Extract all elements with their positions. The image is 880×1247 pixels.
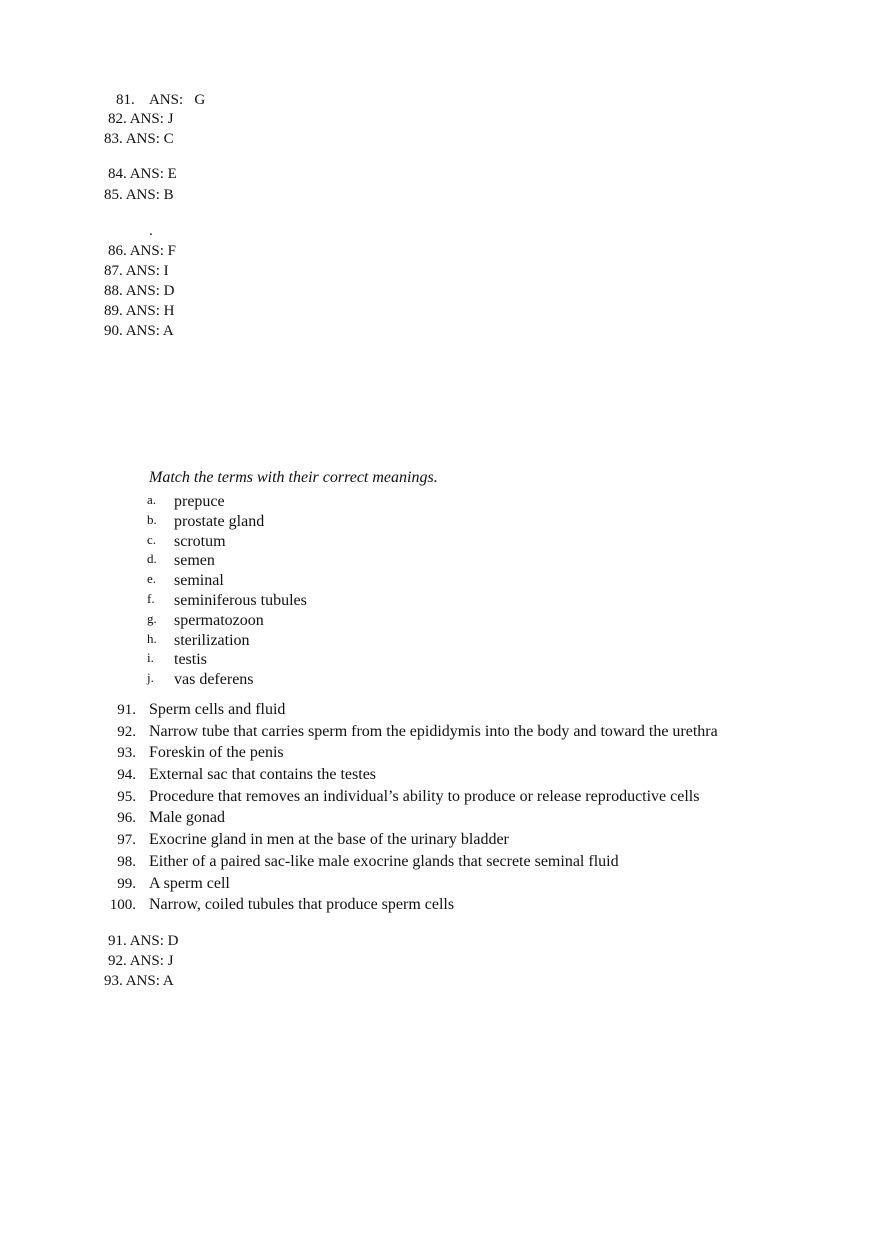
question-item xyxy=(100,786,718,808)
question-item xyxy=(100,807,718,829)
question-text: Male gonad xyxy=(149,809,225,827)
choice-term: vas deferens xyxy=(174,671,254,689)
question-item xyxy=(100,851,718,873)
question-number: 91. xyxy=(117,702,136,718)
answer-label: ANS: xyxy=(129,953,164,969)
question-text: External sac that contains the testes xyxy=(149,766,377,784)
choice-letter: h. xyxy=(147,630,157,646)
question-number: 100. xyxy=(109,897,136,914)
term-choice xyxy=(147,668,307,688)
question-text: Either of a paired sac-like male exocrine glands that secrete seminal fluid xyxy=(149,852,619,870)
term-choice xyxy=(147,629,307,649)
answer-line-85 xyxy=(104,186,174,204)
term-choice-list xyxy=(147,490,307,688)
question-item xyxy=(100,764,718,786)
choice-term: semen xyxy=(174,552,215,570)
answer-number: 93. xyxy=(104,973,123,989)
choice-letter: c. xyxy=(147,531,157,547)
choice-term: spermatozoon xyxy=(174,611,264,629)
question-item xyxy=(100,894,718,916)
answer-value: H xyxy=(163,303,175,319)
answer-value: F xyxy=(167,243,176,259)
choice-term: prepuce xyxy=(174,493,225,510)
answer-line-83 xyxy=(104,130,174,148)
answer-value: I xyxy=(163,263,169,279)
choice-letter: b. xyxy=(147,511,157,527)
answer-line-82 xyxy=(108,110,173,128)
answer-line-91 xyxy=(108,932,178,950)
answer-number: 89. xyxy=(104,303,123,319)
term-choice xyxy=(147,549,307,569)
choice-term: scrotum xyxy=(174,532,226,550)
answer-line-93 xyxy=(104,972,174,990)
question-number: 98. xyxy=(117,853,136,870)
answer-line-84 xyxy=(108,165,177,183)
matching-instructions: Match the terms with their correct meanings. xyxy=(149,469,438,486)
term-choice xyxy=(147,609,307,629)
choice-letter: a. xyxy=(147,492,157,507)
question-number: 95. xyxy=(117,788,136,805)
answer-number: 90. xyxy=(104,323,123,339)
answer-label: ANS: xyxy=(125,973,160,989)
choice-term: seminal xyxy=(174,572,224,590)
choice-letter: f. xyxy=(147,590,155,606)
answer-value: E xyxy=(167,166,177,182)
answer-label: ANS: xyxy=(129,243,164,259)
choice-letter: d. xyxy=(147,551,157,567)
answer-value: A xyxy=(162,973,174,989)
answer-line-88 xyxy=(104,282,174,300)
answer-value: C xyxy=(163,131,174,147)
answer-value: A xyxy=(162,323,174,339)
answer-number: 91. xyxy=(108,933,127,949)
question-text: Narrow, coiled tubules that produce sperm cells xyxy=(149,896,455,914)
answer-label: ANS: xyxy=(129,111,164,127)
answer-value: D xyxy=(167,933,179,949)
question-item xyxy=(100,742,718,764)
answer-line-87 xyxy=(104,262,169,280)
answer-label: ANS: xyxy=(125,303,160,319)
choice-letter: e. xyxy=(147,571,157,587)
question-number: 92. xyxy=(117,723,136,740)
choice-letter: j. xyxy=(147,670,154,686)
term-choice xyxy=(147,490,307,510)
question-item xyxy=(100,873,718,895)
question-list xyxy=(100,699,718,916)
choice-term: prostate gland xyxy=(174,512,265,530)
question-text: Exocrine gland in men at the base of the urinary bladder xyxy=(149,831,509,849)
question-number: 94. xyxy=(117,767,136,784)
answer-value: D xyxy=(163,283,175,299)
question-item xyxy=(100,721,718,743)
question-text: Foreskin of the penis xyxy=(149,744,284,762)
answer-value: G xyxy=(194,92,206,108)
answer-line-90 xyxy=(104,322,174,340)
question-text: Narrow tube that carries sperm from the epididymis into the body and toward the urethra xyxy=(149,722,718,740)
choice-term: testis xyxy=(174,651,207,669)
choice-letter: g. xyxy=(147,610,157,626)
answer-label: ANS: xyxy=(125,187,160,203)
term-choice xyxy=(147,648,307,668)
question-number: 99. xyxy=(117,875,136,892)
term-choice xyxy=(147,589,307,609)
stray-dot: . xyxy=(149,223,153,239)
answer-line-89 xyxy=(104,302,174,320)
answer-line-86 xyxy=(108,242,176,260)
term-choice xyxy=(147,530,307,550)
question-text: Procedure that removes an individual’s ability to produce or release reproductive cells xyxy=(149,787,700,805)
question-number: 93. xyxy=(117,745,136,762)
answer-number: 86. xyxy=(108,243,127,259)
answer-label: ANS: xyxy=(125,283,160,299)
answer-value: B xyxy=(163,187,174,203)
answer-label: ANS: xyxy=(148,92,184,108)
answer-number: 85. xyxy=(104,187,123,203)
question-number: 96. xyxy=(117,810,136,827)
answer-label: ANS: xyxy=(125,263,160,279)
answer-number: 88. xyxy=(104,283,123,299)
answer-label: ANS: xyxy=(129,166,164,182)
term-choice xyxy=(147,510,307,530)
choice-term: sterilization xyxy=(174,631,250,649)
answer-value: J xyxy=(167,953,174,969)
answer-line-92 xyxy=(108,952,173,970)
answer-number: 83. xyxy=(104,131,123,147)
answer-label: ANS: xyxy=(125,323,160,339)
answer-number: 87. xyxy=(104,263,123,279)
answer-number: 84. xyxy=(108,166,127,182)
answer-label: ANS: xyxy=(129,933,164,949)
answer-number: 92. xyxy=(108,953,127,969)
question-text: Sperm cells and fluid xyxy=(149,701,286,718)
answer-label: ANS: xyxy=(125,131,160,147)
choice-term: seminiferous tubules xyxy=(174,591,307,609)
question-item xyxy=(100,699,718,721)
answer-number: 81. xyxy=(116,92,135,108)
question-item xyxy=(100,829,718,851)
question-text: A sperm cell xyxy=(149,874,230,892)
answer-value: J xyxy=(167,111,174,127)
answer-line-81 xyxy=(116,91,205,109)
question-number: 97. xyxy=(117,832,136,849)
term-choice xyxy=(147,569,307,589)
choice-letter: i. xyxy=(147,650,154,666)
answer-number: 82. xyxy=(108,111,127,127)
